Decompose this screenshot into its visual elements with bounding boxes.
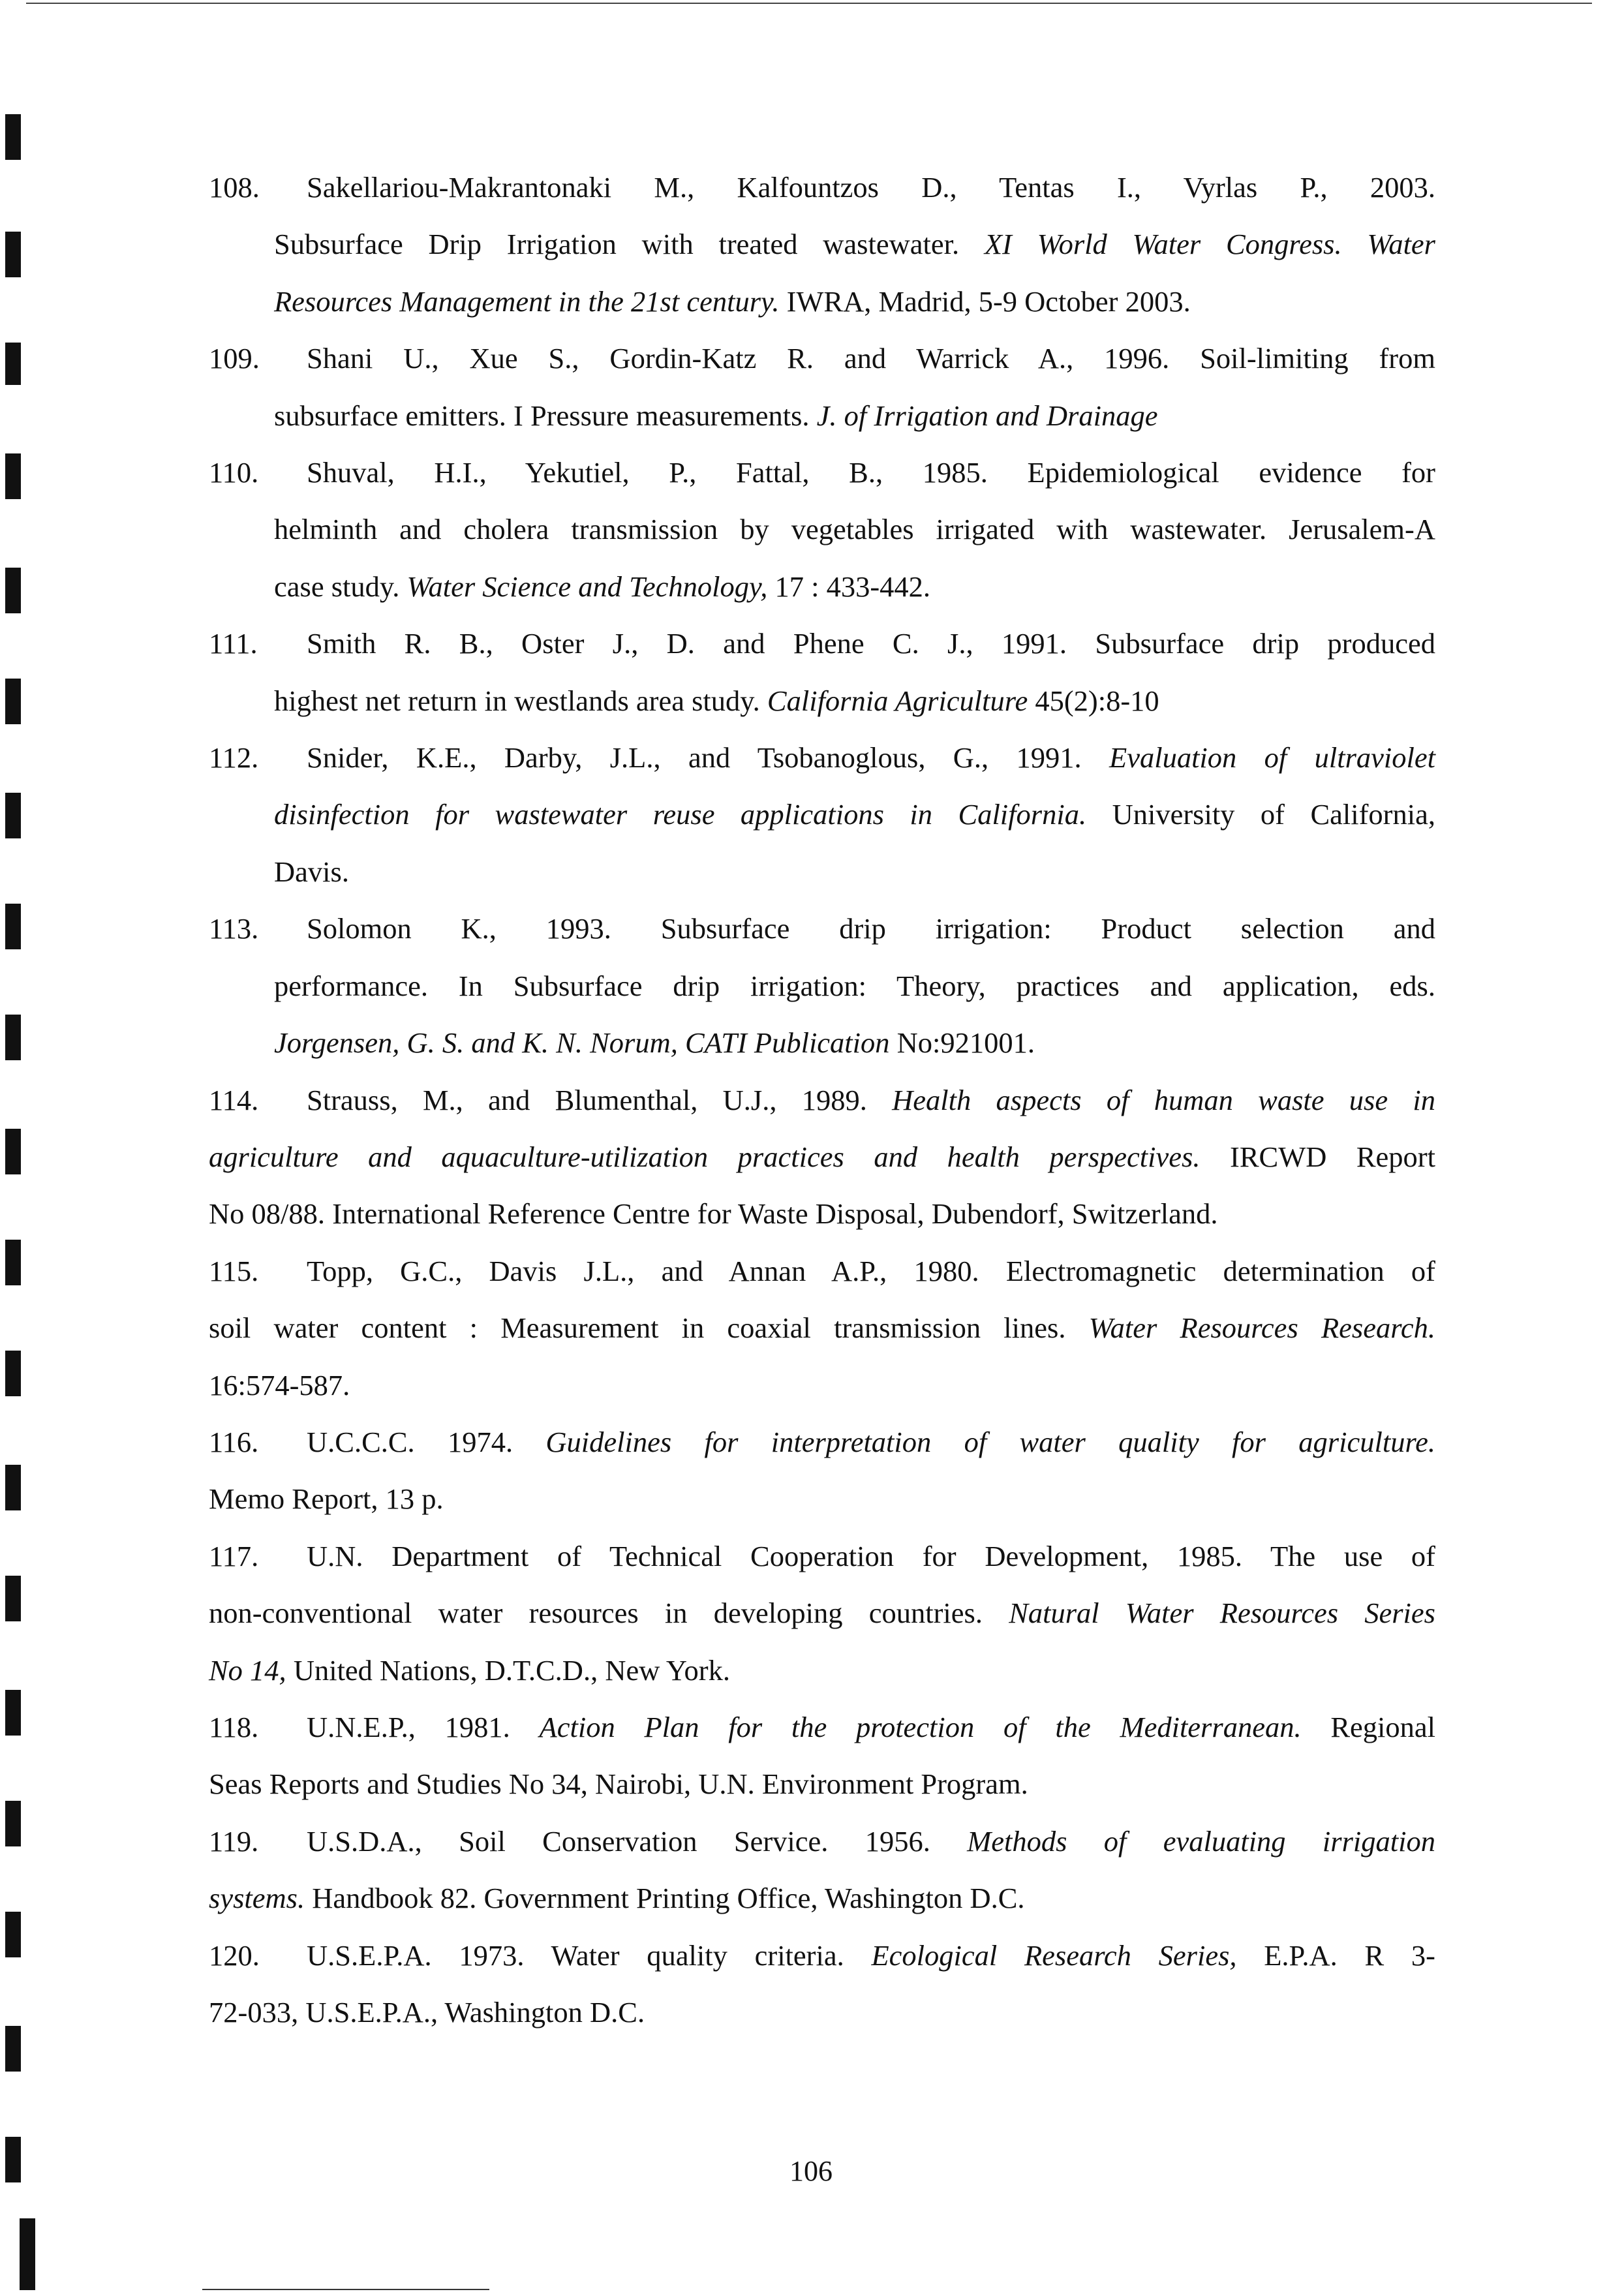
reference-text: highest net return in westlands area study. (274, 684, 767, 717)
reference-text: Strauss, M., and Blumenthal, U.J., 1989. (307, 1083, 893, 1116)
reference-line (209, 216, 1435, 273)
reference-line (209, 958, 1435, 1015)
reference-text: E.P.A. R 3- (1236, 1938, 1435, 1972)
page-number: 106 (789, 2155, 833, 2187)
scan-mark (5, 679, 21, 724)
reference-text: U.S.E.P.A. 1973. Water quality criteria. (307, 1938, 872, 1972)
reference-number: 118. (209, 1710, 259, 1743)
reference-text: U.C.C.C. 1974. (307, 1425, 546, 1458)
reference-text: Davis. (274, 855, 349, 888)
reference-entry (209, 1813, 1435, 1927)
reference-text: subsurface emitters. I Pressure measurements. (274, 399, 817, 432)
reference-line (209, 1186, 1435, 1242)
scan-mark (5, 232, 21, 277)
scan-mark (5, 1576, 21, 1621)
reference-italic-text: Action Plan for the protection of the Mediterranean. (539, 1710, 1302, 1743)
reference-entry (209, 1072, 1435, 1243)
reference-list (209, 159, 1435, 2041)
reference-text: U.S.D.A., Soil Conservation Service. 1956. (307, 1824, 968, 1858)
reference-text: United Nations, D.T.C.D., New York. (286, 1653, 730, 1687)
reference-italic-text: Resources Management in the 21st century. (274, 284, 780, 318)
scan-mark (5, 1015, 21, 1060)
bottom-rule (202, 2289, 489, 2290)
reference-line (209, 1528, 1435, 1585)
scan-mark (5, 2026, 21, 2072)
scan-mark (5, 1912, 21, 1957)
reference-text: 45(2):8-10 (1028, 684, 1159, 717)
reference-line (209, 1072, 1435, 1129)
reference-italic-text: California Agriculture (767, 684, 1028, 717)
reference-entry (209, 615, 1435, 729)
reference-number: 114. (209, 1083, 259, 1116)
reference-text: Shuval, H.I., Yekutiel, P., Fattal, B., 1985. Epidemiological evidence for (307, 456, 1435, 489)
scan-mark (5, 793, 21, 838)
reference-text: 17 : 433-442. (767, 570, 931, 603)
reference-line (209, 1699, 1435, 1756)
reference-entry (209, 159, 1435, 330)
reference-text: Sakellariou-Makrantonaki M., Kalfountzos D., Tentas I., Vyrlas P., 2003. (307, 171, 1435, 204)
reference-entry (209, 1528, 1435, 1699)
reference-number: 117. (209, 1539, 259, 1572)
reference-text: 72-033, U.S.E.P.A., Washington D.C. (209, 1996, 645, 2028)
reference-line (209, 844, 1435, 900)
reference-italic-text: Natural Water Resources Series (1009, 1597, 1435, 1630)
reference-line (209, 1870, 1435, 1927)
reference-italic-text: J. of Irrigation and Drainage (816, 399, 1158, 432)
reference-line (209, 1357, 1435, 1414)
reference-number: 108. (209, 171, 260, 204)
reference-italic-text: Jorgensen, G. S. and K. N. Norum, CATI Publication (274, 1026, 890, 1060)
reference-italic-text: systems. (209, 1882, 305, 1915)
top-rule (26, 3, 1592, 4)
reference-number: 116. (209, 1425, 259, 1458)
reference-text: No:921001. (889, 1026, 1035, 1060)
reference-entry (209, 1243, 1435, 1414)
reference-line (209, 1414, 1435, 1471)
reference-entry (209, 1414, 1435, 1528)
reference-line (209, 444, 1435, 501)
scan-mark (5, 1351, 21, 1396)
reference-line (209, 729, 1435, 786)
reference-number: 119. (209, 1824, 259, 1858)
reference-text: Solomon K., 1993. Subsurface drip irrigation: Product selection and (307, 912, 1435, 945)
scan-mark (5, 114, 21, 160)
reference-text: Subsurface Drip Irrigation with treated wastewater. (274, 228, 985, 261)
reference-entry (209, 900, 1435, 1071)
reference-italic-text: Health aspects of human waste use in (892, 1083, 1435, 1116)
reference-number: 111. (209, 627, 258, 660)
reference-italic-text: Water Science and Technology, (406, 570, 768, 603)
reference-italic-text: XI World Water Congress. Water (984, 228, 1435, 261)
reference-text: Regional (1301, 1710, 1435, 1743)
scan-mark (5, 1690, 21, 1736)
reference-line (209, 1243, 1435, 1300)
scan-mark (5, 1465, 21, 1510)
reference-line (209, 615, 1435, 672)
reference-number: 112. (209, 741, 259, 774)
reference-text: Memo Report, 13 p. (209, 1482, 444, 1516)
scan-mark (5, 1129, 21, 1174)
reference-number: 113. (209, 912, 259, 945)
reference-line (209, 1927, 1435, 1984)
reference-number: 115. (209, 1254, 259, 1287)
scan-mark (5, 904, 21, 949)
reference-line (209, 673, 1435, 729)
reference-line (209, 1471, 1435, 1527)
reference-text: U.N. Department of Technical Cooperation for Development, 1985. The use of (307, 1539, 1435, 1572)
reference-line (209, 1642, 1435, 1699)
reference-italic-text: agriculture and aquaculture-utilization practices and health perspectives. (209, 1140, 1201, 1173)
reference-number: 110. (209, 456, 259, 489)
reference-text: performance. In Subsurface drip irrigation: Theory, practices and application, eds. (274, 969, 1435, 1002)
reference-text: helminth and cholera transmission by vegetables irrigated with wastewater. Jerusalem-A (274, 513, 1435, 546)
scan-edge-marks (0, 0, 39, 2296)
scan-mark (5, 1240, 21, 1285)
reference-text: Topp, G.C., Davis J.L., and Annan A.P., 1980. Electromagnetic determination of (307, 1254, 1435, 1287)
reference-text: Seas Reports and Studies No 34, Nairobi, U.N. Environment Program. (209, 1768, 1028, 1801)
reference-line (209, 1015, 1435, 1071)
reference-line (209, 1300, 1435, 1356)
reference-italic-text: Guidelines for interpretation of water quality for agriculture. (545, 1425, 1435, 1458)
reference-text: IWRA, Madrid, 5-9 October 2003. (779, 284, 1191, 318)
reference-text: No 08/88. International Reference Centre for Waste Disposal, Dubendorf, Switzerland. (209, 1197, 1218, 1231)
reference-text: IRCWD Report (1200, 1140, 1435, 1173)
reference-entry (209, 729, 1435, 900)
reference-number: 120. (209, 1938, 260, 1972)
reference-text: Snider, K.E., Darby, J.L., and Tsobanoglous, G., 1991. (307, 741, 1110, 774)
reference-line (209, 159, 1435, 216)
reference-line (209, 1813, 1435, 1870)
reference-text: Handbook 82. Government Printing Office, Washington D.C. (305, 1882, 1025, 1915)
reference-line (209, 1984, 1435, 2041)
reference-text: case study. (274, 570, 407, 603)
reference-italic-text: Evaluation of ultraviolet (1109, 741, 1435, 774)
reference-text: U.N.E.P., 1981. (307, 1710, 540, 1743)
scan-mark (5, 1801, 21, 1846)
reference-entry (209, 444, 1435, 615)
reference-line (209, 330, 1435, 387)
reference-text: University of California, (1086, 798, 1435, 831)
reference-line (209, 559, 1435, 615)
reference-italic-text: disinfection for wastewater reuse applications in California. (274, 798, 1087, 831)
reference-italic-text: No 14, (209, 1653, 286, 1687)
reference-entry (209, 330, 1435, 444)
reference-italic-text: Water Resources Research. (1088, 1311, 1435, 1345)
reference-line (209, 388, 1435, 444)
reference-text: non-conventional water resources in developing countries. (209, 1597, 1009, 1630)
scan-mark (5, 568, 21, 613)
reference-number: 109. (209, 342, 260, 375)
scan-mark (5, 343, 21, 385)
reference-line (209, 900, 1435, 957)
reference-italic-text: Methods of evaluating irrigation (967, 1824, 1435, 1858)
reference-line (209, 501, 1435, 558)
reference-text: soil water content : Measurement in coaxial transmission lines. (209, 1311, 1089, 1345)
reference-line (209, 273, 1435, 330)
reference-line (209, 1129, 1435, 1186)
reference-text: Smith R. B., Oster J., D. and Phene C. J., 1991. Subsurface drip produced (307, 627, 1435, 660)
reference-italic-text: Ecological Research Series, (871, 1938, 1237, 1972)
reference-line (209, 1756, 1435, 1813)
reference-entry (209, 1699, 1435, 1813)
reference-entry (209, 1927, 1435, 2042)
scan-mark (5, 453, 21, 499)
reference-text: 16:574-587. (209, 1368, 350, 1401)
reference-line (209, 786, 1435, 843)
reference-text: Shani U., Xue S., Gordin-Katz R. and Warrick A., 1996. Soil-limiting from (307, 342, 1435, 375)
reference-line (209, 1585, 1435, 1642)
scan-mark (20, 2218, 35, 2290)
